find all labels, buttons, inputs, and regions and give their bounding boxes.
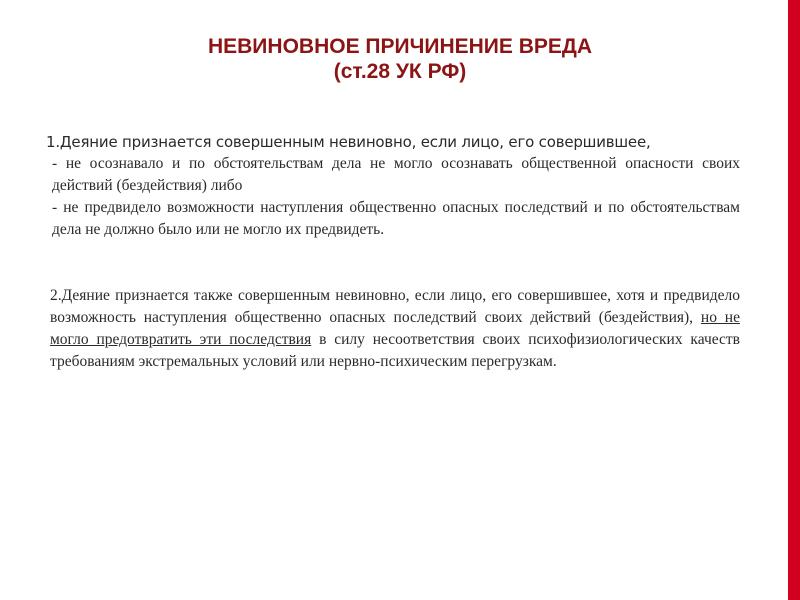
- paragraph-2-text-end: в силу несоответствия своих психофизиологических качеств требованиям экстремальных условий или нервно-психическим перегрузкам.: [50, 331, 740, 370]
- paragraph-1: [46, 131, 740, 241]
- slide-title: [100, 34, 700, 84]
- title-line-2: (ст.28 УК РФ): [333, 60, 467, 83]
- title-line-1: НЕВИНОВНОЕ ПРИЧИНЕНИЕ ВРЕДА: [207, 35, 593, 58]
- accent-bar: [788, 0, 800, 600]
- paragraph-1-intro: 1.Деяние признается совершенным невиновно, если лицо, его совершившее,: [46, 133, 651, 151]
- paragraph-2-underlined: но не могло предотвратить эти последствия: [50, 309, 740, 348]
- slide-body: [46, 131, 740, 373]
- paragraph-2: [46, 285, 740, 373]
- paragraph-1-item-2: - не предвидело возможности наступления общественно опасных последствий и по обстоятельствам дела не должно было или не могло их предвидеть.: [52, 199, 740, 238]
- paragraph-1-item-1: - не осознавало и по обстоятельствам дела не могло осознавать общественной опасности своих действий (бездействия) либо: [52, 155, 740, 194]
- paragraph-2-text: 2.Деяние признается также совершенным невиновно, если лицо, его совершившее, хотя и предвидело возможность наступления общественно опасных последствий своих действий (бездействия),: [50, 287, 740, 326]
